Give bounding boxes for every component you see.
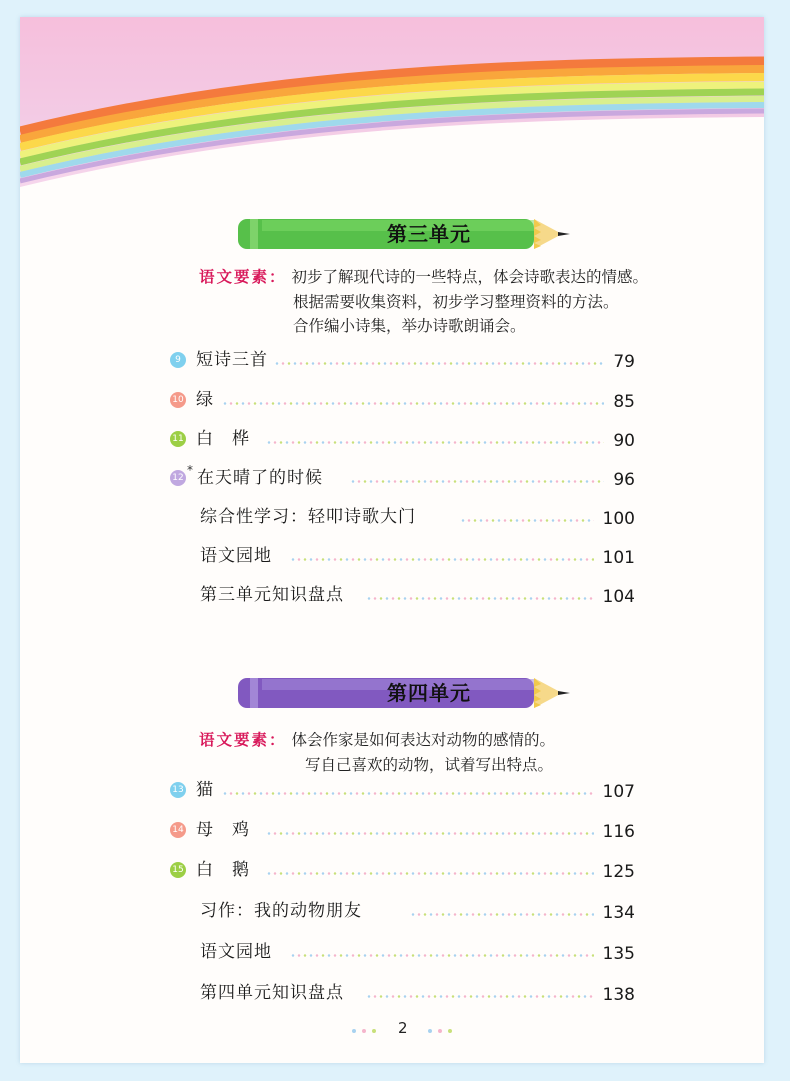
toc-entry[interactable]: [170, 584, 640, 610]
lesson-number-badge: 12: [170, 470, 186, 486]
dot-leader: [222, 402, 604, 405]
lesson-number-badge: 9: [170, 352, 186, 368]
optional-lesson-mark: *: [187, 463, 193, 477]
page-number: 90: [613, 431, 635, 451]
dot-leader: [290, 954, 594, 957]
dot-leader: [366, 597, 594, 600]
requirements-label: 语文要素：: [199, 730, 287, 749]
page-number: 116: [602, 822, 635, 842]
toc-entry[interactable]: [170, 819, 640, 845]
toc-entry[interactable]: [170, 545, 640, 571]
dot-leader: [366, 995, 594, 998]
entry-title: 第四单元知识盘点: [200, 983, 344, 1003]
page-number: 135: [602, 944, 635, 964]
footer-dot: [438, 1029, 442, 1033]
lesson-number-badge: 11: [170, 431, 186, 447]
lesson-number-badge: 13: [170, 782, 186, 798]
toc-entry[interactable]: [170, 428, 640, 454]
book-page: [20, 17, 764, 1063]
entry-title: 白 鹅: [196, 860, 250, 880]
lesson-number-badge: 15: [170, 862, 186, 878]
dot-leader: [274, 362, 604, 365]
toc-entry[interactable]: [170, 900, 640, 926]
dot-leader: [266, 872, 594, 875]
page-number: 107: [602, 782, 635, 802]
entry-title: 语文园地: [200, 546, 272, 566]
dot-leader: [290, 558, 594, 561]
page-number-footer: 2: [398, 1019, 408, 1037]
dot-leader: [222, 792, 594, 795]
footer-dot: [428, 1029, 432, 1033]
page-number: 104: [602, 587, 635, 607]
entry-title: 综合性学习：轻叩诗歌大门: [200, 507, 416, 527]
toc-entry[interactable]: [170, 941, 640, 967]
unit-3-requirements: [199, 265, 648, 339]
page-footer: [350, 1019, 460, 1043]
dot-leader: [350, 480, 604, 483]
toc-entry[interactable]: [170, 389, 640, 415]
entry-title: 绿: [196, 390, 214, 410]
toc-entry[interactable]: [170, 779, 640, 805]
entry-title: 第三单元知识盘点: [200, 585, 344, 605]
entry-title: 猫: [196, 780, 214, 800]
unit-4-pencil-banner: [236, 675, 576, 711]
toc-entry[interactable]: [170, 463, 640, 493]
requirement-line: 体会作家是如何表达对动物的感情的。: [291, 731, 555, 749]
page-number: 96: [613, 470, 635, 490]
unit-3-pencil-banner: [236, 216, 576, 252]
page-number: 79: [613, 352, 635, 372]
toc-entry[interactable]: [170, 859, 640, 885]
requirement-line: 根据需要收集资料，初步学习整理资料的方法。: [293, 292, 619, 311]
unit-title: 第四单元: [387, 681, 471, 705]
page-number: 101: [602, 548, 635, 568]
requirements-label: 语文要素：: [199, 267, 287, 286]
page-number: 100: [602, 509, 635, 529]
footer-dot: [372, 1029, 376, 1033]
page-number: 85: [613, 392, 635, 412]
requirement-line: 写自己喜欢的动物，试着写出特点。: [305, 755, 554, 774]
footer-dot: [362, 1029, 366, 1033]
lesson-number-badge: 14: [170, 822, 186, 838]
entry-title: 母 鸡: [196, 820, 250, 840]
entry-title: 在天晴了的时候: [197, 468, 323, 488]
toc-entry[interactable]: [170, 506, 640, 532]
rainbow-decoration: [20, 17, 764, 187]
requirement-line: 合作编小诗集，举办诗歌朗诵会。: [293, 317, 526, 335]
entry-title: 白 桦: [196, 429, 250, 449]
unit-4-requirements: [199, 728, 555, 777]
dot-leader: [266, 441, 604, 444]
entry-title: 语文园地: [200, 942, 272, 962]
entry-title: 短诗三首: [196, 350, 268, 370]
page-number: 125: [602, 862, 635, 882]
toc-entry[interactable]: [170, 349, 640, 375]
page-number: 134: [602, 903, 635, 923]
dot-leader: [410, 913, 594, 916]
footer-dot: [448, 1029, 452, 1033]
toc-entry[interactable]: [170, 982, 640, 1008]
unit-title: 第三单元: [387, 222, 471, 246]
requirement-line: 初步了解现代诗的一些特点，体会诗歌表达的情感。: [291, 268, 648, 286]
lesson-number-badge: 10: [170, 392, 186, 408]
dot-leader: [266, 832, 594, 835]
page-number: 138: [602, 985, 635, 1005]
dot-leader: [460, 519, 594, 522]
footer-dot: [352, 1029, 356, 1033]
entry-title: 习作：我的动物朋友: [200, 901, 362, 921]
